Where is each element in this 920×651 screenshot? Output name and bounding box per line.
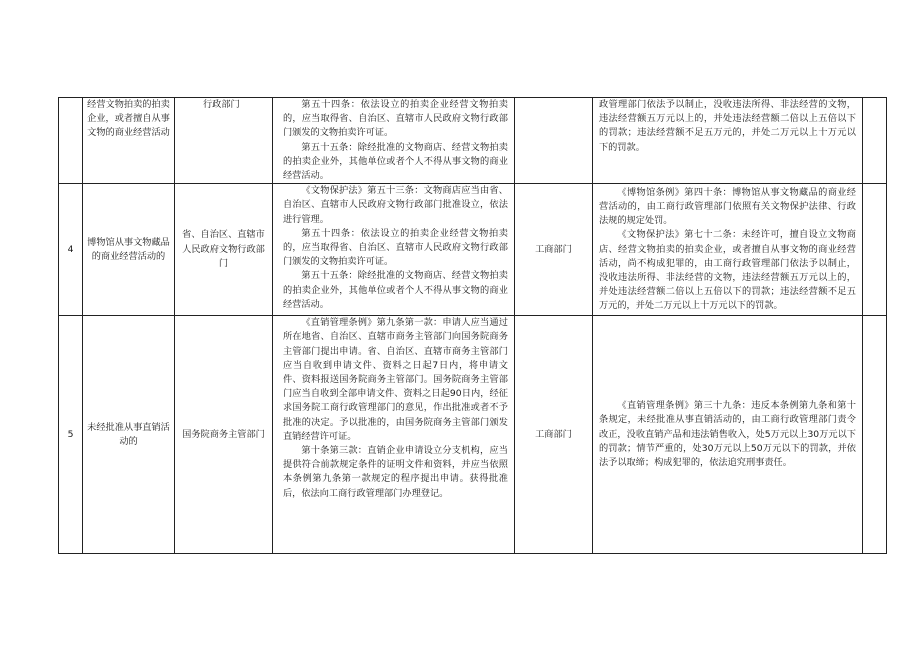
legal-basis: [273, 98, 515, 184]
violation-item: 博物馆从事文物藏品的商业经营活动的: [83, 184, 175, 316]
basis-paragraph: 第十条第三款：直销企业申请设立分支机构，应当提供符合前款规定条件的证明文件和资料，并应当依照本条例第九条第一款规定的程序提出申请。获得批准后，依法向工商行政管理部门办理登记。: [283, 445, 508, 499]
table-row: [59, 184, 887, 316]
row-number: 5: [59, 316, 83, 554]
penalty-paragraph: 《博物馆条例》第四十条：博物馆从事文物藏品的商业经营活动的，由工商行政管理部门依照有关文物保护法律、行政法规的规定处罚。: [599, 186, 856, 227]
penalty-provision: [593, 184, 863, 316]
enforcement-department: 工商部门: [515, 316, 593, 554]
row-number: 4: [59, 184, 83, 316]
regulation-table: [58, 97, 887, 554]
violation-item: 未经批准从事直销活动的: [83, 316, 175, 554]
enforcement-department: [515, 98, 593, 184]
approval-department: 行政部门: [175, 98, 273, 184]
penalty-provision: [593, 316, 863, 554]
remarks-cell: [863, 316, 887, 554]
legal-basis: [273, 184, 515, 316]
table-row: [59, 316, 887, 554]
approval-department: 国务院商务主管部门: [175, 316, 273, 554]
row-number: [59, 98, 83, 184]
table-row: [59, 98, 887, 184]
penalty-provision: [593, 98, 863, 184]
penalty-paragraph: 政管理部门依法予以制止，没收违法所得、非法经营的文物，违法经营额五万元以上的，并处违法经营额二倍以上五倍以下的罚款；违法经营额不足五万元的，并处二万元以上十万元以下的罚款。: [599, 99, 856, 153]
basis-paragraph: 第五十四条：依法设立的拍卖企业经营文物拍卖的，应当取得省、自治区、直辖市人民政府文物行政部门颁发的文物拍卖许可证。: [283, 99, 508, 139]
violation-item: 经营文物拍卖的拍卖企业，或者擅自从事文物的商业经营活动: [83, 98, 175, 184]
basis-paragraph: 《文物保护法》第五十三条：文物商店应当由省、自治区、直辖市人民政府文物行政部门批准设立，依法进行管理。: [283, 185, 508, 225]
basis-paragraph: 第五十五条：除经批准的文物商店、经营文物拍卖的拍卖企业外，其他单位或者个人不得从事文物的商业经营活动。: [283, 141, 508, 182]
approval-department: 省、自治区、直辖市人民政府文物行政部门: [175, 184, 273, 316]
legal-basis: [273, 316, 515, 554]
basis-paragraph: 第五十五条：除经批准的文物商店、经营文物拍卖的拍卖企业外，其他单位或者个人不得从事文物的商业经营活动。: [283, 270, 508, 310]
remarks-cell: [863, 184, 887, 316]
basis-paragraph: 第五十四条：依法设立的拍卖企业经营文物拍卖的，应当取得省、自治区、直辖市人民政府文物行政部门颁发的文物拍卖许可证。: [283, 227, 508, 268]
enforcement-department: 工商部门: [515, 184, 593, 316]
basis-paragraph: 《直销管理条例》第九条第一款：申请人应当通过所在地省、自治区、直辖市商务主管部门向国务院商务主管部门提出申请。省、自治区、直辖市商务主管部门应当自收到申请文件、资料之日起7日内，将申请文件、资料报送国务院商务主管部门。国务院商务主管部门应当自收到全部申请文件、资料之日起90日内，经征求国务院工商行政管理部门的意见，作出批准或者不予批准的决定。予以批准的，由国务院商务主管部门颁发直销经营许可证。: [283, 317, 508, 442]
remarks-cell: [863, 98, 887, 184]
penalty-paragraph: 《直销管理条例》第三十九条：违反本条例第九条和第十条规定，未经批准从事直销活动的，由工商行政管理部门责令改正，没收直销产品和违法销售收入，处5万元以上30万元以下的罚款；情节严重的，处30万元以上50万元以下的罚款，并依法予以取缔；构成犯罪的，依法追究刑事责任。: [599, 400, 856, 469]
penalty-paragraph: 《文物保护法》第七十二条：未经许可，擅自设立文物商店、经营文物拍卖的拍卖企业，或者擅自从事文物的商业经营活动，尚不构成犯罪的，由工商行政管理部门依法予以制止，没收违法所得、非法经营的文物，违法经营额五万元以上的，并处违法经营额二倍以上五倍以下的罚款；违法经营额不足五万元的，并处二万元以上十万元以下的罚款。: [599, 229, 856, 312]
